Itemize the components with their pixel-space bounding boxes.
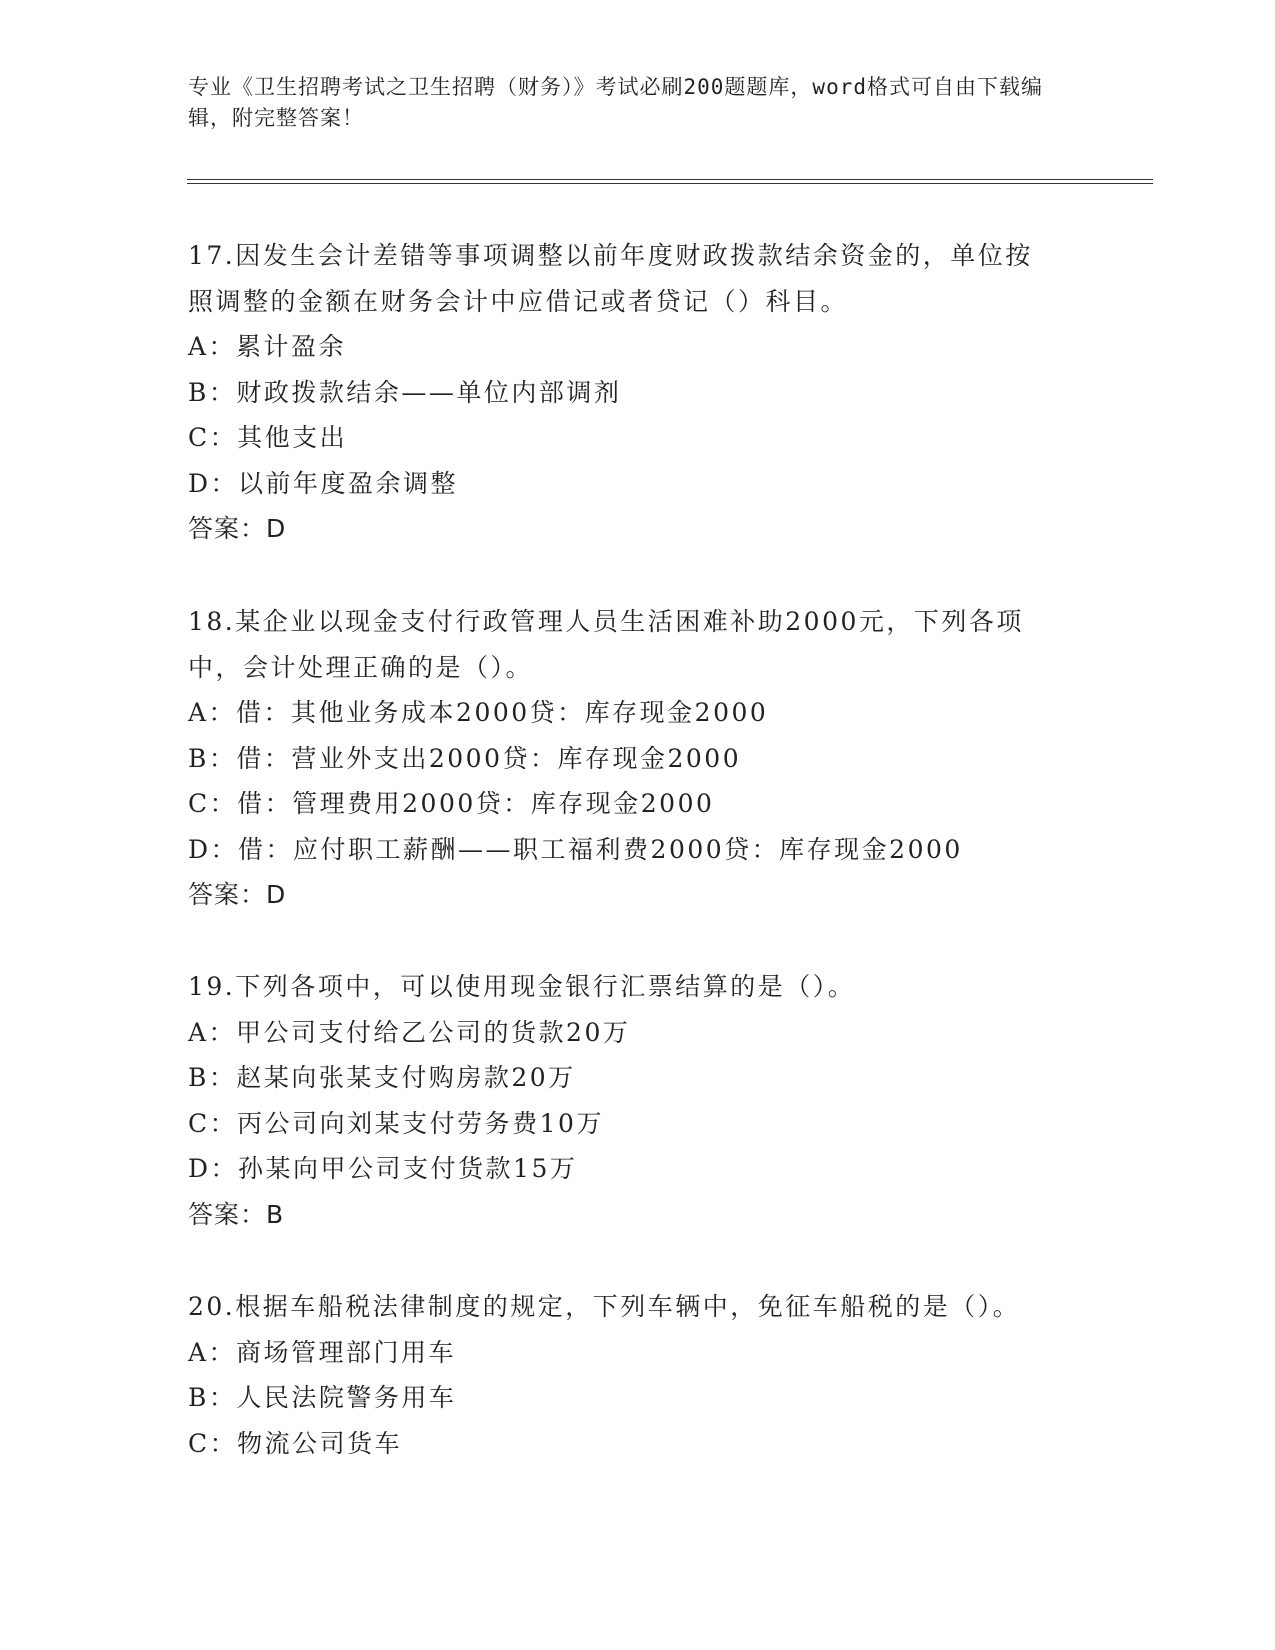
question-19 xyxy=(188,964,1088,1237)
option-c: C：其他支出 xyxy=(188,423,348,452)
option-c: C：借：管理费用2000贷：库存现金2000 xyxy=(188,789,715,818)
option-d: D：借：应付职工薪酬——职工福利费2000贷：库存现金2000 xyxy=(188,834,963,864)
header-divider-top xyxy=(187,179,1153,180)
option-a: A：商场管理部门用车 xyxy=(188,1337,457,1367)
question-stem-line: 照调整的金额在财务会计中应借记或者贷记（）科目。 xyxy=(188,286,849,316)
question-17 xyxy=(188,233,1088,552)
question-stem-line: 中，会计处理正确的是（）。 xyxy=(188,652,534,682)
option-b: B：人民法院警务用车 xyxy=(188,1383,457,1412)
question-stem-line: 19.下列各项中，可以使用现金银行汇票结算的是（）。 xyxy=(188,972,856,1001)
option-b: B：赵某向张某支付购房款20万 xyxy=(188,1063,576,1092)
option-b: B：借：营业外支出2000贷：库存现金2000 xyxy=(188,743,742,773)
answer-label: 答案：B xyxy=(188,1199,285,1229)
header-divider-bottom xyxy=(187,183,1153,184)
question-18 xyxy=(188,599,1088,918)
question-stem-line: 18.某企业以现金支付行政管理人员生活困难补助2000元，下列各项 xyxy=(188,607,1024,636)
option-c: C：丙公司向刘某支付劳务费10万 xyxy=(188,1108,604,1138)
question-stem-line: 20.根据车船税法律制度的规定，下列车辆中，免征车船税的是（）。 xyxy=(188,1292,1021,1321)
answer-label: 答案：D xyxy=(188,880,287,909)
option-d: D：以前年度盈余调整 xyxy=(188,468,459,498)
option-c: C：物流公司货车 xyxy=(188,1428,403,1458)
option-a: A：甲公司支付给乙公司的货款20万 xyxy=(188,1017,631,1047)
answer-label: 答案：D xyxy=(188,514,287,543)
option-b: B：财政拨款结余——单位内部调剂 xyxy=(188,377,622,407)
option-d: D：孙某向甲公司支付货款15万 xyxy=(188,1154,578,1183)
option-a: A：累计盈余 xyxy=(188,332,347,361)
question-stem-line: 17.因发生会计差错等事项调整以前年度财政拨款结余资金的，单位按 xyxy=(188,241,1033,270)
question-20 xyxy=(188,1284,1088,1466)
option-a: A：借：其他业务成本2000贷：库存现金2000 xyxy=(188,698,769,727)
document-header: 专业《卫生招聘考试之卫生招聘（财务）》考试必刷200题题库，word格式可自由下载编辑，附完整答案！ xyxy=(188,75,1043,130)
